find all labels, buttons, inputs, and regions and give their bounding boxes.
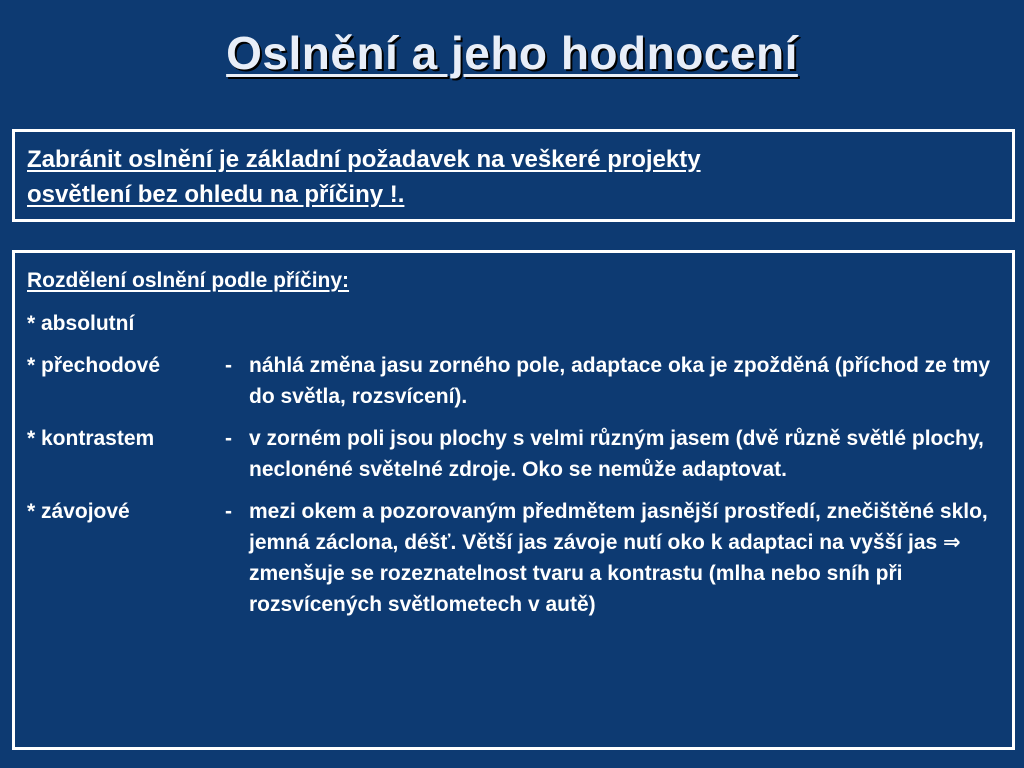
list-item-prechodove <box>27 350 1002 412</box>
list-item-absolutni <box>27 308 1002 339</box>
classification-box <box>12 250 1015 750</box>
item-term: * závojové <box>27 500 130 523</box>
intro-line-2: osvětlení bez ohledu na příčiny !. <box>27 181 405 208</box>
intro-line-1: Zabránit oslnění je základní požadavek na veškeré projekty <box>27 146 701 173</box>
item-term: * kontrastem <box>27 427 155 450</box>
page-title: Oslnění a jeho hodnocení <box>226 27 798 79</box>
list-item-kontrastem <box>27 423 1002 485</box>
item-dash: - <box>225 500 232 523</box>
list-item-zavojove <box>27 496 1002 620</box>
item-term: * absolutní <box>27 312 135 335</box>
item-description-part-2: zmenšuje se rozeznatelnost tvaru a kontrastu (mlha nebo sníh při rozsvícených světlometech v autě) <box>249 562 903 616</box>
item-description <box>249 496 1002 620</box>
item-term: * přechodové <box>27 354 161 377</box>
item-dash: - <box>225 354 232 377</box>
intro-box <box>12 129 1015 222</box>
item-description: náhlá změna jasu zorného pole, adaptace oka je zpožděná (příchod ze tmy do světla, rozsvícení). <box>249 354 990 408</box>
item-description-part-1: mezi okem a pozorovaným předmětem jasnější prostředí, znečištěné sklo, jemná záclona, déšť. Větší jas závoje nutí oko k adaptaci na vyšší jas <box>249 500 988 554</box>
item-dash: - <box>225 427 232 450</box>
implies-arrow-icon: ⇒ <box>943 531 961 554</box>
classification-heading: Rozdělení oslnění podle příčiny: <box>27 269 350 292</box>
item-description: v zorném poli jsou plochy s velmi různým jasem (dvě různě světlé plochy, neclonéné světelné zdroje. Oko se nemůže adaptovat. <box>249 427 984 481</box>
